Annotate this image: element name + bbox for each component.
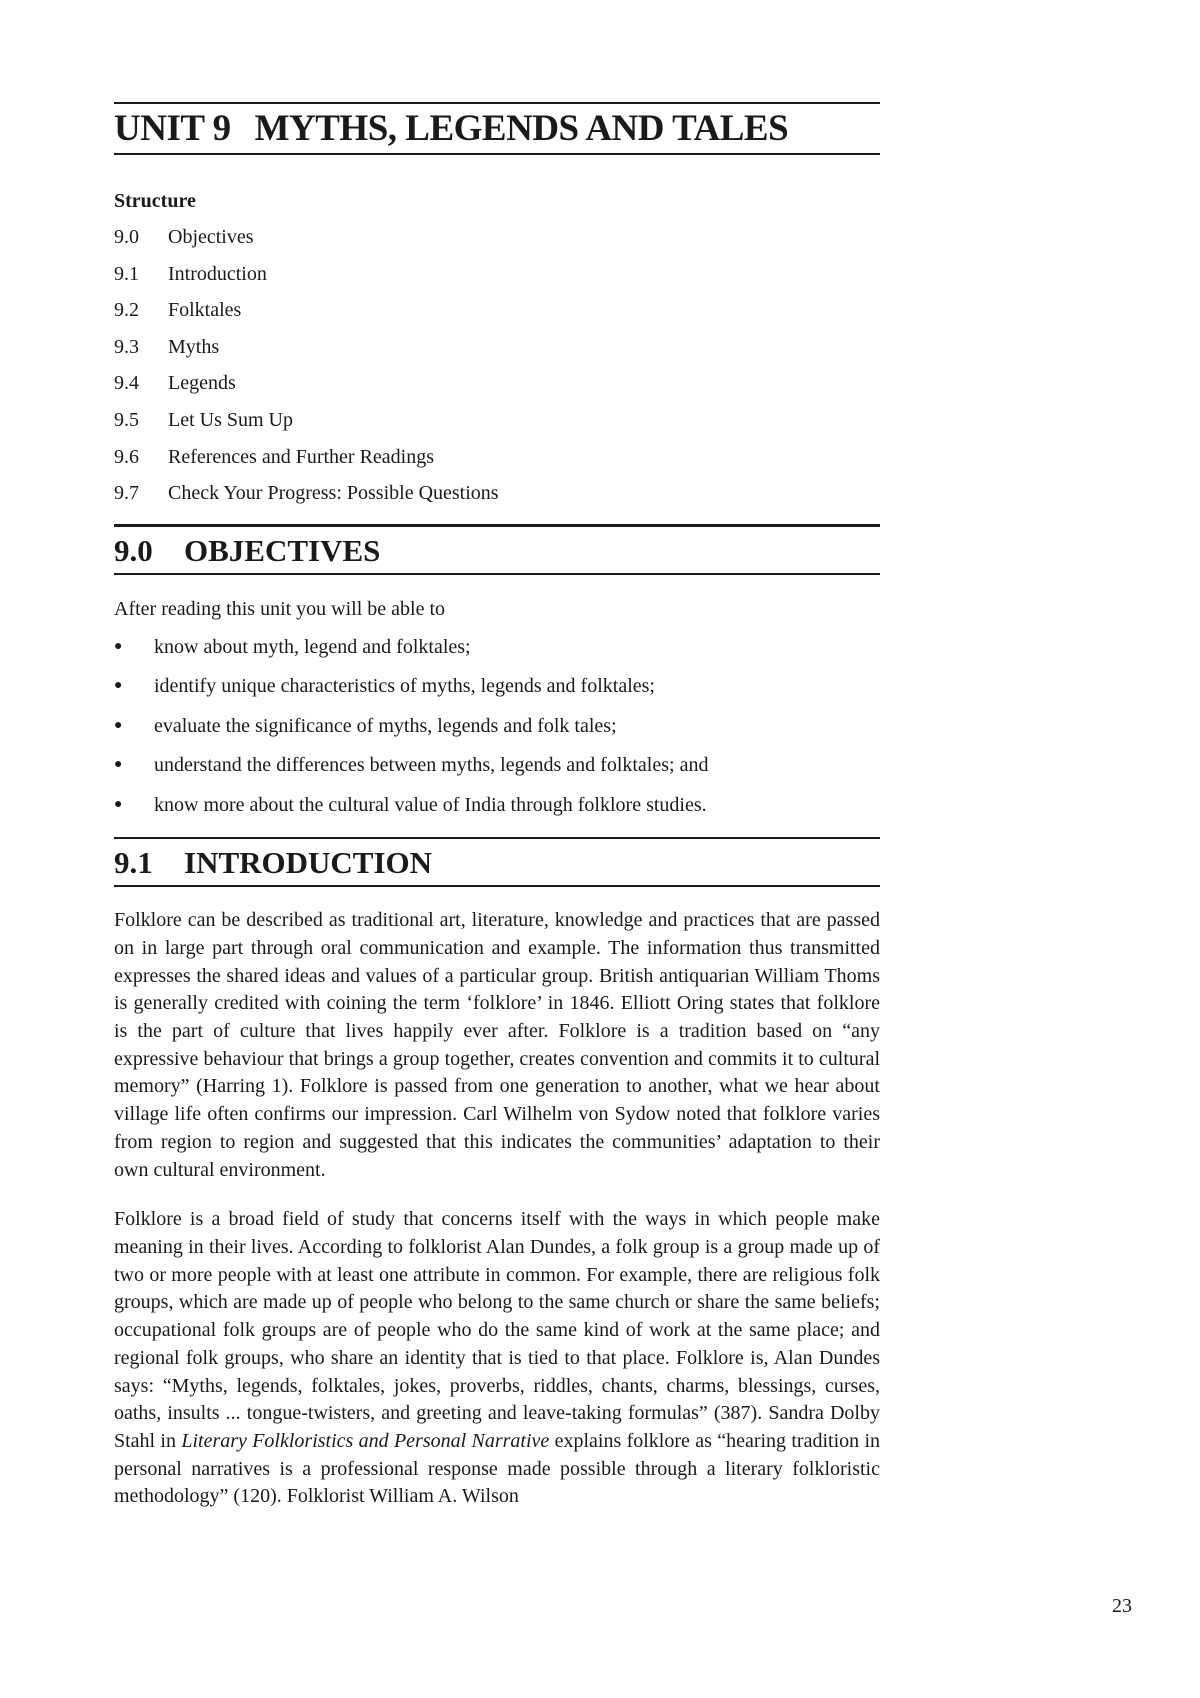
objective-item	[114, 714, 880, 754]
bullet-icon: ●	[114, 638, 123, 654]
bullet-icon: ●	[114, 717, 123, 733]
structure-item-label: Folktales	[168, 299, 242, 322]
structure-item-label: Legends	[168, 372, 236, 395]
structure-item-number: 9.3	[114, 335, 139, 358]
objective-item	[114, 753, 880, 793]
structure-item	[114, 445, 880, 482]
objective-item	[114, 674, 880, 714]
unit-title	[114, 104, 880, 153]
paragraph-text: explains folklore as “hearing tradition in personal narratives is a professional response made possible through a literary folkloristic methodology” (120). Folklorist William A. Wilson	[114, 1429, 881, 1508]
unit-number: UNIT 9	[114, 108, 231, 149]
section-number: 9.0	[114, 532, 153, 568]
objective-text: know about myth, legend and folktales;	[154, 635, 471, 658]
structure-item-number: 9.1	[114, 262, 139, 285]
book-title: Literary Folkloristics and Personal Narrative	[181, 1429, 550, 1452]
section-number: 9.1	[114, 845, 153, 881]
section-title: OBJECTIVES	[184, 532, 381, 568]
structure-item-label: Introduction	[168, 262, 267, 285]
objectives-intro: After reading this unit you will be able to	[114, 597, 446, 620]
structure-item-number: 9.7	[114, 482, 139, 505]
structure-item-number: 9.0	[114, 226, 139, 248]
structure-item-number: 9.4	[114, 372, 139, 395]
structure-item	[114, 408, 880, 445]
objective-text: evaluate the significance of myths, legends and folk tales;	[154, 714, 617, 737]
structure-list	[114, 225, 880, 518]
structure-item-label: References and Further Readings	[168, 445, 435, 468]
objectives-bottom-rule	[114, 573, 880, 575]
objective-text: identify unique characteristics of myths, legends and folktales;	[154, 675, 655, 698]
structure-item	[114, 225, 880, 262]
paragraph-text: Folklore is a broad field of study that concerns itself with the ways in which people make meaning in their lives. According to folklorist Alan Dundes, a folk group is a group made up of two or more people with at least one attribute in common. For example, there are religious folk groups, which are made up of people who belong to the same church or share the same beliefs; occupational folk groups are of people who do the same kind of work at the same place; and regional folk groups, who share an identity that is tied to that place. Folklore is, Alan Dundes says: “Myths, legends, folktales, jokes, proverbs, riddles, chants, charms, blessings, curses, oaths, insults ... tongue-twisters, and greeting and leave-taking formulas” (387). Sandra Dolby Stahl in	[114, 1208, 880, 1452]
structure-item	[114, 371, 880, 408]
bullet-icon: ●	[114, 796, 123, 812]
document-page	[114, 102, 880, 1511]
structure-item-label: Check Your Progress: Possible Questions	[168, 482, 499, 505]
structure-item-number: 9.2	[114, 299, 139, 322]
objectives-list	[114, 635, 880, 833]
section-heading-introduction	[114, 839, 880, 885]
introduction-paragraph	[114, 1206, 880, 1511]
structure-item-number: 9.6	[114, 445, 139, 468]
structure-item-label: Myths	[168, 335, 220, 358]
structure-item-label: Let Us Sum Up	[168, 408, 293, 431]
unit-bottom-rule	[114, 153, 880, 155]
structure-item-number: 9.5	[114, 408, 139, 431]
bullet-icon: ●	[114, 757, 123, 773]
section-title: INTRODUCTION	[184, 845, 433, 881]
objective-text: understand the differences between myths, legends and folktales; and	[154, 754, 709, 777]
bullet-icon: ●	[114, 678, 123, 694]
introduction-bottom-rule	[114, 885, 880, 887]
structure-item-label: Objectives	[168, 226, 254, 248]
structure-item	[114, 262, 880, 299]
page-number: 23	[1112, 1595, 1132, 1617]
structure-item	[114, 481, 880, 518]
objective-item	[114, 793, 880, 833]
introduction-paragraph: Folklore can be described as traditional art, literature, knowledge and practices that are passed on in large part through oral communication and example. The information thus transmitted expresses the shared ideas and values of a particular group. British antiquarian William Thoms is generally credited with coining the term ‘folklore’ in 1846. Elliott Oring states that folklore is the part of culture that lives happily ever after. Folklore is a tradition based on “any expressive behaviour that brings a group together, creates convention and commits it to cultural memory” (Harring 1). Folklore is passed from one generation to another, what we hear about village life often confirms our impression. Carl Wilhelm von Sydow noted that folklore varies from region to region and suggested that this indicates the communities’ adaptation to their own cultural environment.	[114, 909, 880, 1181]
structure-item	[114, 335, 880, 372]
structure-item	[114, 298, 880, 335]
unit-title-text: MYTHS, LEGENDS AND TALES	[254, 108, 789, 149]
objective-text: know more about the cultural value of India through folklore studies.	[154, 793, 707, 816]
section-heading-objectives	[114, 527, 880, 573]
objective-item	[114, 635, 880, 675]
structure-label: Structure	[114, 190, 196, 212]
